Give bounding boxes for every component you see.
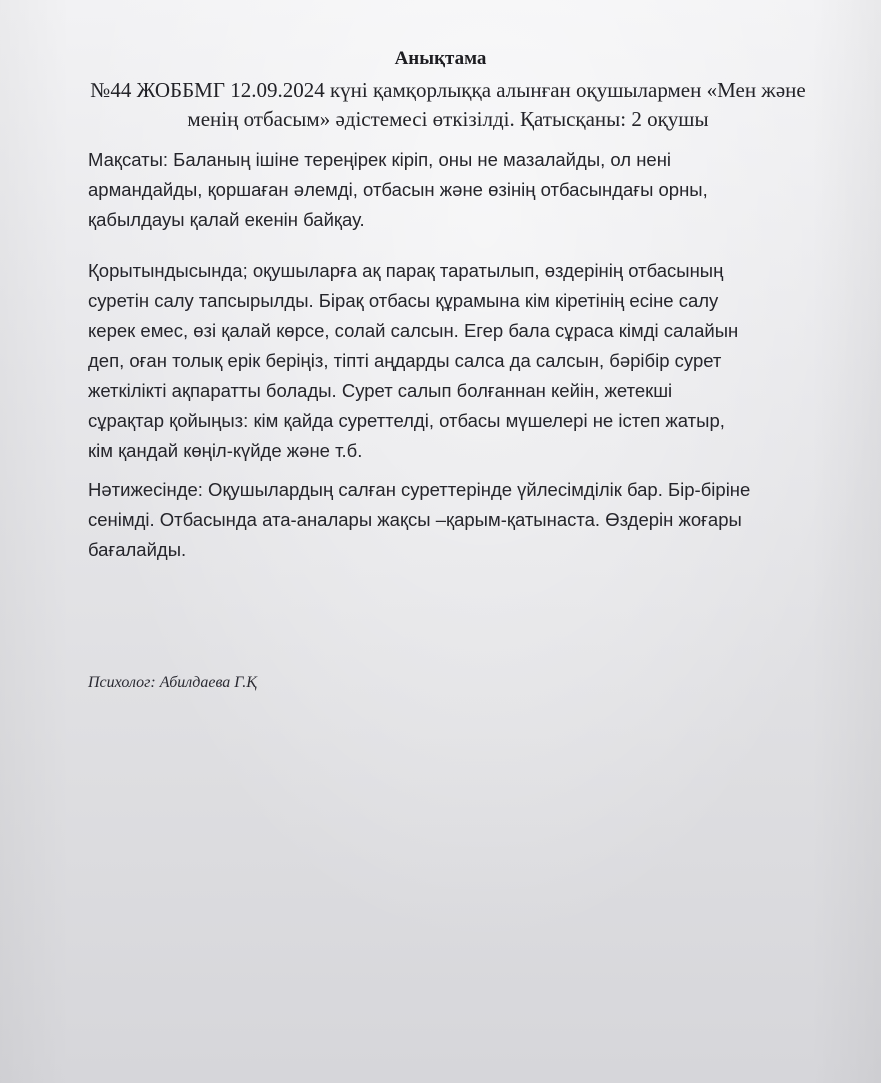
conclusion-line: сұрақтар қойыңыз: кім қайда суреттелді, отбасы мүшелері не істеп жатыр, [88, 410, 725, 431]
psychologist-signature: Психолог: Абилдаева Г.Қ [88, 674, 257, 691]
conclusion-line: Қорытындысында; оқушыларға ақ парақ таратылып, өздерінің отбасының [88, 260, 724, 281]
result-line: сенімді. Отбасында ата-аналары жақсы –қарым-қатынаста. Өздерін жоғары [88, 509, 742, 530]
conclusion-line: кім қандай көңіл-күйде және т.б. [88, 440, 363, 461]
goal-line: Мақсаты: Баланың ішіне тереңірек кіріп, оны не мазалайды, ол нені [88, 149, 672, 170]
conclusion-line: суретін салу тапсырылды. Бірақ отбасы құрамына кім кіретінің есіне салу [88, 290, 719, 311]
result-paragraph [88, 475, 823, 565]
conclusion-paragraph [88, 256, 823, 466]
conclusion-line: керек емес, өзі қалай көрсе, солай салсын. Егер бала сұраса кімді салайын [88, 320, 739, 341]
conclusion-line: жеткілікті ақпаратты болады. Сурет салып болғаннан кейін, жетекші [88, 380, 673, 401]
goal-paragraph [88, 145, 823, 235]
goal-line: армандайды, қоршаған әлемді, отбасын және өзінің отбасындағы орны, [88, 179, 708, 200]
conclusion-line: деп, оған толық ерік беріңіз, тіпті аңдарды салса да салсын, бәрібір сурет [88, 350, 722, 371]
goal-line: қабылдауы қалай екенін байқау. [88, 209, 365, 230]
intro-paragraph: №44 ЖОББМГ 12.09.2024 күні қамқорлыққа алынған оқушылармен «Мен және менің отбасым» әдістемесі өткізілді. Қатысқаны: 2 оқушы [90, 78, 806, 131]
result-line: Нәтижесінде: Оқушылардың салған суреттерінде үйлесімділік бар. Бір-біріне [88, 479, 751, 500]
document-title: Анықтама [394, 48, 487, 69]
result-line: бағалайды. [88, 539, 187, 560]
